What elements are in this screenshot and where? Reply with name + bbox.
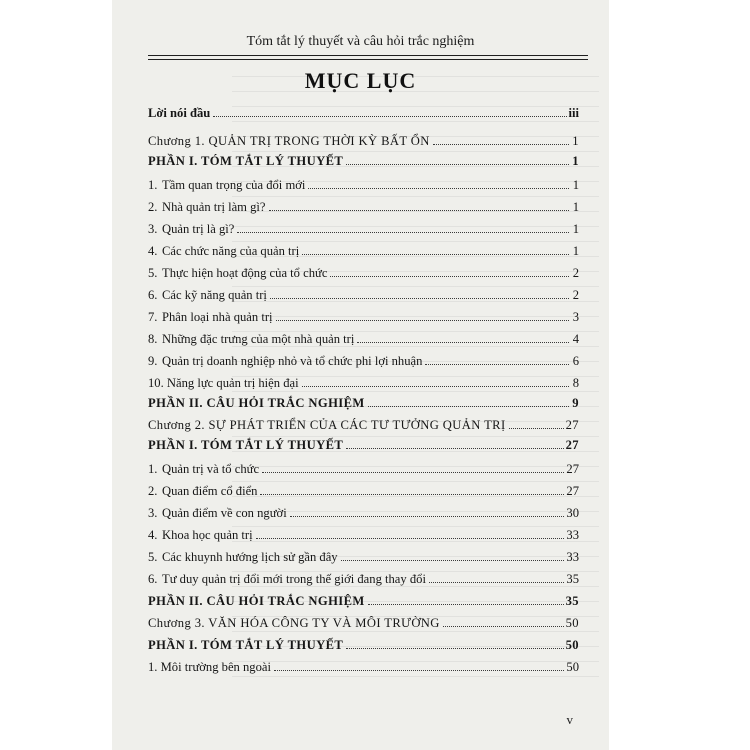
leader-dots xyxy=(509,428,564,429)
toc-entry-text: Quan điểm cổ điển xyxy=(162,484,258,499)
leader-dots xyxy=(443,626,564,627)
toc-entry-label xyxy=(148,311,273,324)
toc-entry-page: 8 xyxy=(572,376,579,391)
toc-entry-label xyxy=(148,529,253,542)
toc-entry xyxy=(148,480,579,498)
toc-entry-number: 7. xyxy=(148,310,158,325)
toc-entry-label xyxy=(148,289,267,302)
toc-entry-label xyxy=(148,463,259,476)
toc-entry-label xyxy=(148,377,299,390)
toc-entry xyxy=(148,434,579,452)
toc-entry-label xyxy=(148,439,343,452)
toc-entry-text: Những đặc trưng của một nhà quản trị xyxy=(162,332,355,347)
toc-entry-text: Các kỹ năng quản trị xyxy=(162,288,267,303)
leader-dots xyxy=(346,648,563,649)
toc-entry-page: 27 xyxy=(565,418,579,433)
toc-entry-text: Chương 3. VĂN HÓA CÔNG TY VÀ MÔI TRƯỜNG xyxy=(148,616,440,631)
toc-entry-page: 2 xyxy=(572,288,579,303)
toc-entry-text: Chương 2. SỰ PHÁT TRIỂN CỦA CÁC TƯ TƯỞNG QUẢN TRỊ xyxy=(148,418,506,433)
toc-entry-number: 1. xyxy=(148,462,158,477)
toc-entry-number: 3. xyxy=(148,506,158,521)
toc-entry-label xyxy=(148,397,365,410)
toc-entry-text: PHẦN II. CÂU HỎI TRẮC NGHIỆM xyxy=(148,396,365,411)
toc-entry-text: Lời nói đầu xyxy=(148,106,211,121)
toc-entry xyxy=(148,414,579,432)
toc-entry xyxy=(148,568,579,586)
toc-entry-label xyxy=(148,267,327,280)
toc-entry-label xyxy=(148,107,210,120)
toc-entry xyxy=(148,590,579,608)
toc-entry-label xyxy=(148,245,299,258)
toc-entry-number: 6. xyxy=(148,288,158,303)
toc-entry-page: 50 xyxy=(565,616,579,631)
toc-entry-number: 1. xyxy=(148,178,158,193)
toc-entry-page: 33 xyxy=(566,528,579,543)
toc-entry-label xyxy=(148,135,430,148)
toc-entry-text: Phân loại nhà quản trị xyxy=(162,310,273,325)
toc-entry-page: 1 xyxy=(572,134,579,149)
toc-entry-number: 9. xyxy=(148,354,158,369)
toc-entry-page: 1 xyxy=(572,222,579,237)
toc-entry-number: 2. xyxy=(148,200,158,215)
toc-entry-page: 1 xyxy=(572,244,579,259)
toc-entry xyxy=(148,392,579,410)
leader-dots xyxy=(256,538,565,539)
toc-entry xyxy=(148,372,579,390)
leader-dots xyxy=(341,560,565,561)
toc-entry-number: 6. xyxy=(148,572,158,587)
toc-entry xyxy=(148,612,579,630)
toc-entry-page: 1 xyxy=(572,178,579,193)
toc-entry-text: PHẦN I. TÓM TẮT LÝ THUYẾT xyxy=(148,154,344,169)
toc-entry-text: Quản trị doanh nghiệp nhỏ và tổ chức phi lợi nhuận xyxy=(162,354,423,369)
leader-dots xyxy=(357,342,569,343)
toc-entry-label xyxy=(148,333,354,346)
toc-entry xyxy=(148,262,579,280)
leader-dots xyxy=(330,276,569,277)
page-number: v xyxy=(566,712,573,727)
toc-entry-text: Chương 1. QUẢN TRỊ TRONG THỜI KỲ BẤT ỔN xyxy=(148,134,430,149)
toc-entry-page: 30 xyxy=(566,506,579,521)
leader-dots xyxy=(274,670,564,671)
toc-entry-page: 35 xyxy=(566,572,579,587)
leader-dots xyxy=(302,386,569,387)
toc-entry xyxy=(148,102,579,120)
toc-entry xyxy=(148,240,579,258)
toc-entry xyxy=(148,524,579,542)
leader-dots xyxy=(346,164,569,165)
leader-dots xyxy=(270,298,569,299)
toc-entry-page: 27 xyxy=(566,484,579,499)
toc-entry-text: Môi trường bên ngoài xyxy=(160,660,271,675)
toc-entry-text: Tư duy quản trị đổi mới trong thế giới đang thay đổi xyxy=(162,572,426,587)
toc-entry-text: Năng lực quản trị hiện đại xyxy=(166,376,299,391)
leader-dots xyxy=(276,320,569,321)
toc-entry-label xyxy=(148,551,338,564)
toc-entry-text: PHẦN I. TÓM TẮT LÝ THUYẾT xyxy=(148,438,344,453)
toc-entry-label xyxy=(148,573,426,586)
toc-entry-page: 1 xyxy=(572,154,579,169)
toc-entry xyxy=(148,546,579,564)
toc-entry-page: 2 xyxy=(572,266,579,281)
toc-entry xyxy=(148,130,579,148)
toc-entry-text: Quản trị là gì? xyxy=(162,222,235,237)
toc-entry-page: 9 xyxy=(572,396,579,411)
toc-entry-number: 10. xyxy=(148,376,164,391)
toc-entry-label xyxy=(148,485,257,498)
toc-entry-label xyxy=(148,179,305,192)
toc-entry xyxy=(148,306,579,324)
toc-entry-text: Khoa học quản trị xyxy=(162,528,253,543)
toc-entry-page: 50 xyxy=(565,638,579,653)
toc-entry-label xyxy=(148,355,422,368)
toc-entry-number: 2. xyxy=(148,484,158,499)
toc-entry-number: 5. xyxy=(148,266,158,281)
leader-dots xyxy=(368,604,564,605)
toc-entry-page: 27 xyxy=(565,438,579,453)
leader-dots xyxy=(269,210,569,211)
toc-entry xyxy=(148,458,579,476)
toc-entry-number: 4. xyxy=(148,244,158,259)
toc-entry-text: PHẦN I. TÓM TẮT LÝ THUYẾT xyxy=(148,638,344,653)
toc-entry-page: 3 xyxy=(572,310,579,325)
leader-dots xyxy=(433,144,569,145)
toc-entry-label xyxy=(148,201,266,214)
toc-entry-page: 27 xyxy=(566,462,579,477)
toc-entry-label xyxy=(148,223,234,236)
toc-entry-number: 5. xyxy=(148,550,158,565)
toc-entry-page: 35 xyxy=(565,594,579,609)
leader-dots xyxy=(302,254,569,255)
leader-dots xyxy=(290,516,565,517)
toc-entry xyxy=(148,150,579,168)
leader-dots xyxy=(237,232,569,233)
toc-entry-label xyxy=(148,507,287,520)
toc-entry-number: 1. xyxy=(148,660,158,675)
toc-entry xyxy=(148,174,579,192)
toc-entry xyxy=(148,350,579,368)
toc-entry-label xyxy=(148,155,343,168)
toc-entry xyxy=(148,196,579,214)
toc-entry-label xyxy=(148,419,506,432)
toc-entry-text: PHẦN II. CÂU HỎI TRẮC NGHIỆM xyxy=(148,594,365,609)
toc-entry-number: 3. xyxy=(148,222,158,237)
toc-entry-page: 50 xyxy=(566,660,579,675)
leader-dots xyxy=(260,494,564,495)
leader-dots xyxy=(368,406,569,407)
toc-entry-number: 8. xyxy=(148,332,158,347)
toc-entry-label xyxy=(148,661,271,674)
toc-entry-page: 33 xyxy=(566,550,579,565)
toc-entry-label xyxy=(148,595,365,608)
toc-entry-page: iii xyxy=(568,106,579,121)
toc-entry-text: Thực hiện hoạt động của tổ chức xyxy=(162,266,328,281)
toc-entry xyxy=(148,634,579,652)
toc-entry-label xyxy=(148,617,440,630)
book-page xyxy=(112,0,609,750)
toc-entry-label xyxy=(148,639,343,652)
toc-entry xyxy=(148,284,579,302)
toc-entry-page: 1 xyxy=(572,200,579,215)
toc-entry-text: Các khuynh hướng lịch sử gần đây xyxy=(162,550,338,565)
leader-dots xyxy=(425,364,569,365)
table-of-contents xyxy=(148,0,579,750)
running-header: Tóm tắt lý thuyết và câu hỏi trắc nghiệm xyxy=(246,34,475,49)
leader-dots xyxy=(429,582,564,583)
toc-title: MỤC LỤC xyxy=(304,68,417,93)
leader-dots xyxy=(346,448,563,449)
toc-entry-text: Nhà quản trị làm gì? xyxy=(162,200,266,215)
leader-dots xyxy=(262,472,564,473)
toc-entry xyxy=(148,502,579,520)
toc-entry-text: Tầm quan trọng của đổi mới xyxy=(162,178,306,193)
toc-entry-text: Quản trị và tổ chức xyxy=(162,462,260,477)
leader-dots xyxy=(308,188,569,189)
toc-entry-text: Các chức năng của quản trị xyxy=(162,244,300,259)
toc-entry-text: Quản điểm về con người xyxy=(162,506,287,521)
toc-entry xyxy=(148,218,579,236)
toc-entry-number: 4. xyxy=(148,528,158,543)
toc-entry-page: 4 xyxy=(572,332,579,347)
toc-entry xyxy=(148,656,579,674)
toc-entry-page: 6 xyxy=(572,354,579,369)
toc-entry xyxy=(148,328,579,346)
leader-dots xyxy=(213,116,566,117)
